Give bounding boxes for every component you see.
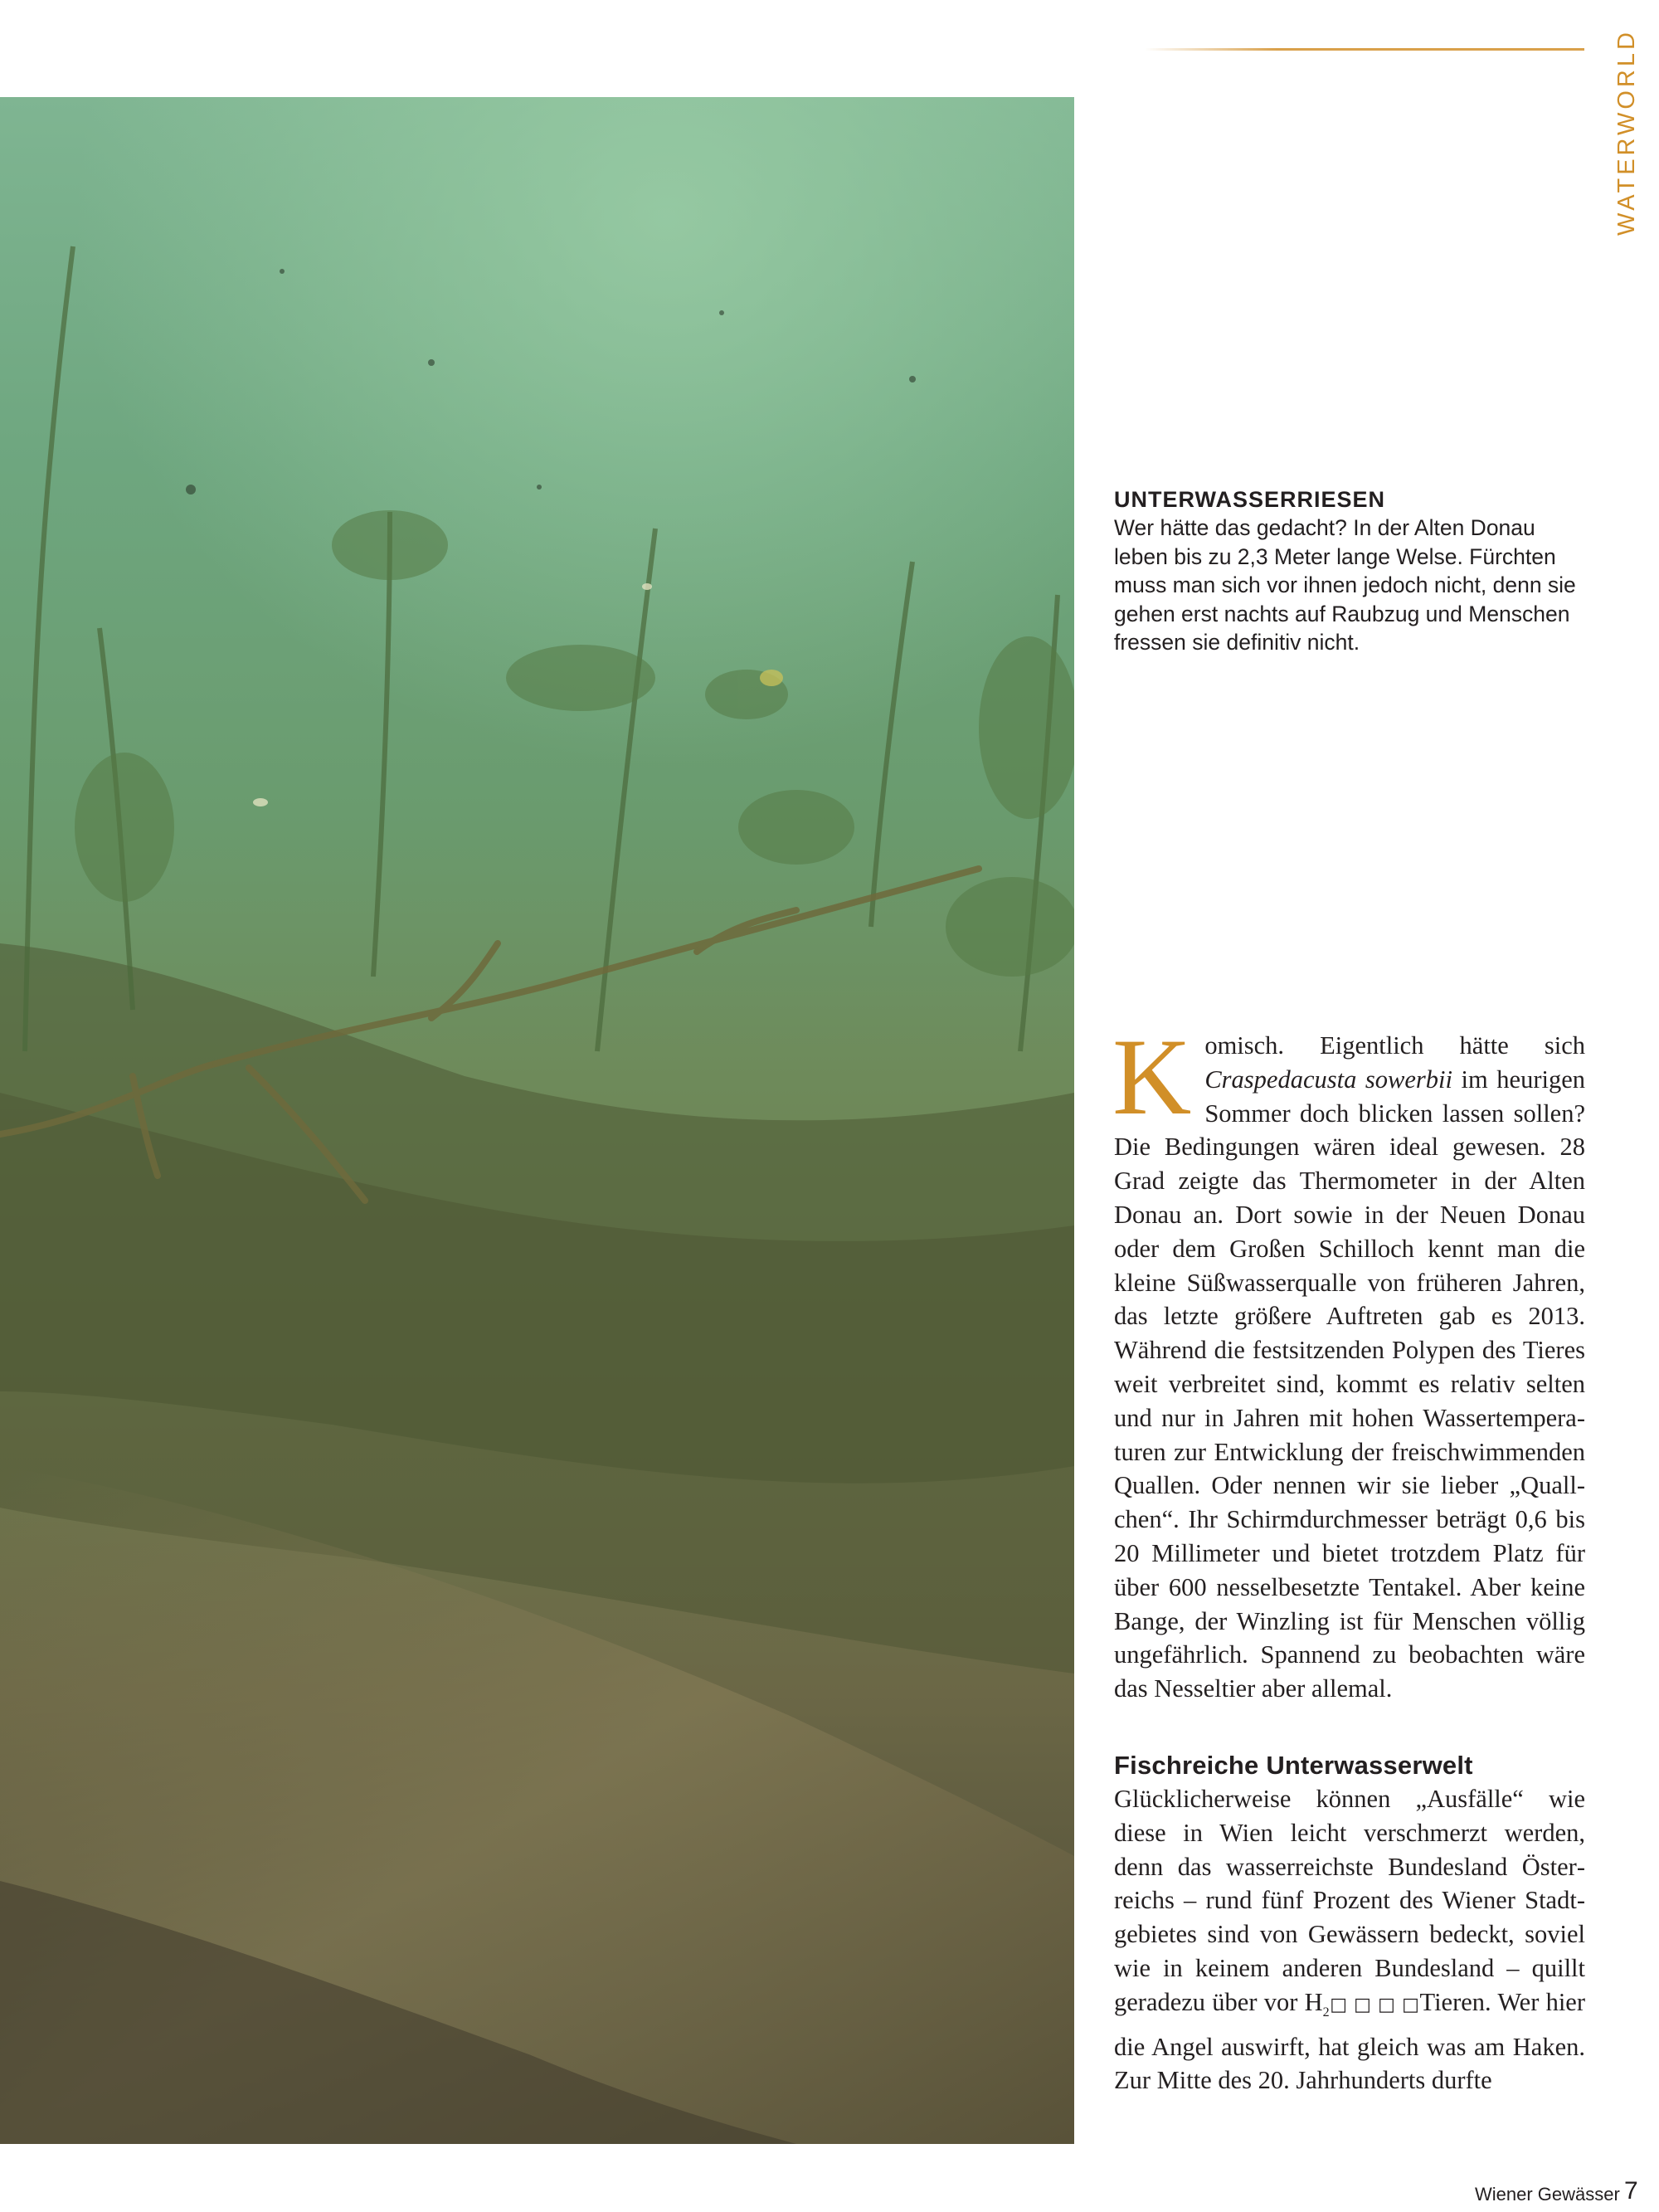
drop-cap: K bbox=[1112, 1016, 1192, 1138]
subscript-two: 2 bbox=[1322, 2005, 1330, 2020]
section-label: WATERWORLD bbox=[1613, 29, 1640, 236]
paragraph-1-rest: im heurigen Sommer doch blicken lassen sollen? Die Bedingungen wären ideal gewesen. 28 Grad zeigte das Thermometer in der Alten Donau an. Dort sowie in der Neuen Donau oder dem Großen Schilloch kennt man die kleine Süßwasserqualle von früheren Jahren, das letzte größere Auftreten gab es 2013. Während die festsitzenden Polypen des Tieres weit verbreitet sind, kommt es relativ selten und nur in Jahren mit hohen Wassertemperaturen zur Entwicklung der freischwimmenden Quallen. Oder nennen wir sie lieber „Quallchen“. Ihr Schirmdurchmesser beträgt 0,6 bis 20 Millimeter und bietet trotzdem Platz für über 600 nesselbesetzte Tentakel. Aber keine Bange, der Winzling ist für Menschen völlig ungefährlich. Spannend zu beobachten wäre das Nesseltier aber allemal. bbox=[1114, 1065, 1585, 1703]
underwater-photo bbox=[0, 97, 1074, 2144]
underwater-photo-icon bbox=[0, 97, 1074, 2144]
article-subheading: Fischreiche Unterwasserwelt bbox=[1114, 1750, 1473, 1780]
paragraph-2-start: Glücklicherweise können „Ausfälle“ wie diese in Wien leicht verschmerzt werden, denn das wasserreichste Bundesland Österreichs – rund fünf Prozent des Wiener Stadtgebietes sind von Gewässern bedeckt, soviel wie in keinem anderen Bundesland – quillt geradezu über vor H bbox=[1114, 1784, 1585, 2016]
intro-start: omisch. Eigentlich hätte sich bbox=[1204, 1031, 1585, 1060]
article-paragraph-2 bbox=[1114, 1782, 1585, 2098]
article-body bbox=[1112, 1016, 1586, 2098]
paragraph-2-end: Tieren. Wer hier die Angel auswirft, hat gleich was am Haken. Zur Mitte des 20. Jahrhunderts durfte bbox=[1114, 1987, 1586, 2095]
article-paragraph-1 bbox=[1112, 1016, 1585, 1706]
species-name: Craspedacusta sowerbii bbox=[1204, 1065, 1452, 1094]
publication-name: Wiener Gewässer bbox=[1475, 2184, 1620, 2205]
header-rule bbox=[1145, 48, 1584, 51]
photo-caption bbox=[1114, 485, 1585, 657]
page-number: 7 bbox=[1624, 2177, 1638, 2205]
missing-glyphs: □ □ □ □ bbox=[1329, 1994, 1420, 2015]
caption-text: Wer hätte das gedacht? In der Alten Donau leben bis zu 2,3 Meter lange Welse. Fürchten muss man sich vor ihnen jedoch nicht, denn sie gehen erst nachts auf Raubzug und Menschen fressen sie definitiv nicht. bbox=[1114, 515, 1576, 655]
caption-title: UNTERWASSERRIESEN bbox=[1114, 487, 1386, 512]
